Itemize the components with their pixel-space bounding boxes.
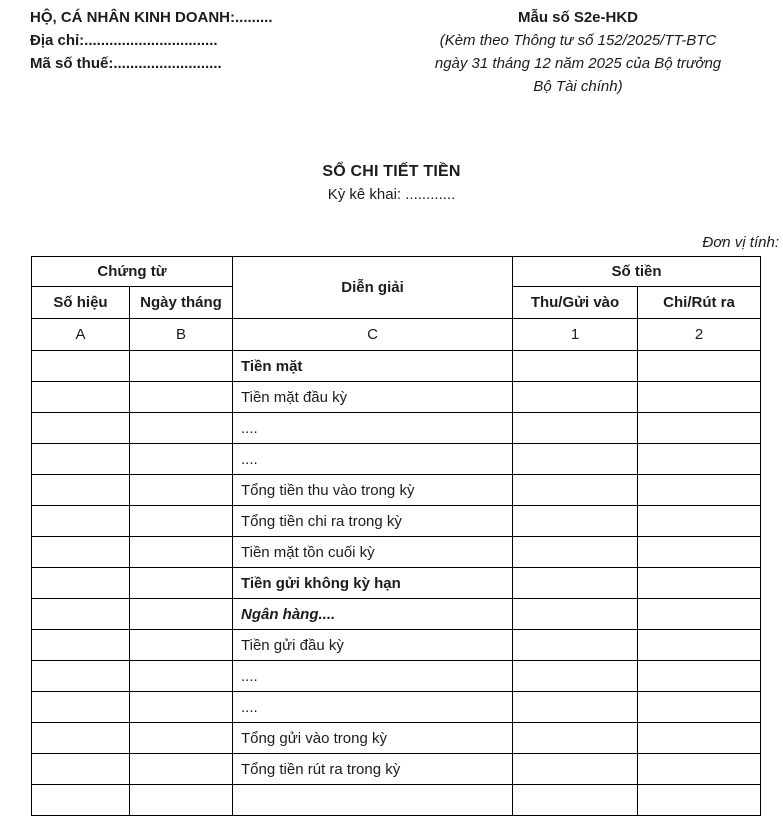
cell-dien-giai: Tiền gửi không kỳ hạn (233, 568, 513, 599)
cell-thu-gui-vao (513, 475, 638, 506)
tax-code-label: Mã số thuế:.......................... (30, 55, 222, 72)
cell-ngay-thang (130, 661, 233, 692)
cell-ngay-thang (130, 351, 233, 382)
table-row (32, 599, 761, 630)
cell-chi-rut-ra (638, 537, 761, 568)
cell-chi-rut-ra (638, 599, 761, 630)
table-row (32, 630, 761, 661)
cell-so-hieu (32, 351, 130, 382)
cell-dien-giai (233, 785, 513, 816)
cell-ngay-thang (130, 630, 233, 661)
cell-so-hieu (32, 692, 130, 723)
address-label: Địa chỉ:................................ (30, 32, 218, 49)
cell-thu-gui-vao (513, 785, 638, 816)
cell-chi-rut-ra (638, 630, 761, 661)
cell-so-hieu (32, 475, 130, 506)
cell-ngay-thang (130, 754, 233, 785)
cell-chi-rut-ra (638, 444, 761, 475)
column-number-1: 1 (513, 319, 638, 351)
form-note-line-1: (Kèm theo Thông tư số 152/2025/TT-BTC (439, 32, 717, 49)
cell-chi-rut-ra (638, 568, 761, 599)
cell-ngay-thang (130, 475, 233, 506)
table-row (32, 475, 761, 506)
cell-thu-gui-vao (513, 351, 638, 382)
header-so-tien: Số tiền (513, 257, 761, 287)
cell-ngay-thang (130, 506, 233, 537)
cell-dien-giai: Tiền gửi đầu kỳ (233, 630, 513, 661)
cell-thu-gui-vao (513, 661, 638, 692)
cell-ngay-thang (130, 537, 233, 568)
table-row (32, 506, 761, 537)
form-number: Mẫu số S2e-HKD (517, 9, 639, 26)
cell-chi-rut-ra (638, 475, 761, 506)
cell-chi-rut-ra (638, 692, 761, 723)
form-note-line-3: Bộ Tài chính) (533, 78, 623, 95)
cell-chi-rut-ra (638, 506, 761, 537)
cell-dien-giai: Tổng tiền thu vào trong kỳ (233, 475, 513, 506)
form-reference-block (375, 6, 783, 98)
cell-ngay-thang (130, 785, 233, 816)
header-chung-tu: Chứng từ (32, 257, 233, 287)
header-dien-giai: Diễn giải (233, 257, 513, 319)
cell-ngay-thang (130, 692, 233, 723)
cell-so-hieu (32, 568, 130, 599)
cell-thu-gui-vao (513, 723, 638, 754)
cell-so-hieu (32, 723, 130, 754)
header-so-hieu: Số hiệu (32, 287, 130, 319)
cell-chi-rut-ra (638, 754, 761, 785)
cell-thu-gui-vao (513, 568, 638, 599)
table-row (32, 537, 761, 568)
cell-dien-giai: .... (233, 661, 513, 692)
cell-dien-giai: Tổng tiền rút ra trong kỳ (233, 754, 513, 785)
cell-so-hieu (32, 754, 130, 785)
cell-dien-giai: .... (233, 444, 513, 475)
cell-dien-giai: .... (233, 413, 513, 444)
cell-thu-gui-vao (513, 444, 638, 475)
cell-so-hieu (32, 506, 130, 537)
column-letter-a: A (32, 319, 130, 351)
cell-dien-giai: Tiền mặt tồn cuối kỳ (233, 537, 513, 568)
cell-thu-gui-vao (513, 754, 638, 785)
cell-dien-giai: Tổng gửi vào trong kỳ (233, 723, 513, 754)
cell-so-hieu (32, 413, 130, 444)
column-letter-c: C (233, 319, 513, 351)
cell-so-hieu (32, 661, 130, 692)
cell-thu-gui-vao (513, 537, 638, 568)
table-row (32, 444, 761, 475)
cell-dien-giai: Ngân hàng.... (233, 599, 513, 630)
table-row (32, 351, 761, 382)
business-owner-label: HỘ, CÁ NHÂN KINH DOANH:......... (30, 9, 273, 26)
cell-ngay-thang (130, 444, 233, 475)
cash-detail-table (31, 256, 761, 816)
header-ngay-thang: Ngày tháng (130, 287, 233, 319)
cell-ngay-thang (130, 723, 233, 754)
form-header (0, 6, 783, 98)
table-row (32, 661, 761, 692)
cell-so-hieu (32, 630, 130, 661)
table-body (32, 351, 761, 816)
cell-thu-gui-vao (513, 599, 638, 630)
table-row (32, 413, 761, 444)
column-number-2: 2 (638, 319, 761, 351)
header-chi-rut-ra: Chi/Rút ra (638, 287, 761, 319)
cell-dien-giai: Tổng tiền chi ra trong kỳ (233, 506, 513, 537)
cell-dien-giai: Tiền mặt đầu kỳ (233, 382, 513, 413)
cell-thu-gui-vao (513, 506, 638, 537)
table-header (32, 257, 761, 351)
cell-thu-gui-vao (513, 382, 638, 413)
cell-so-hieu (32, 599, 130, 630)
cell-so-hieu (32, 785, 130, 816)
owner-info-block (0, 6, 273, 98)
cell-thu-gui-vao (513, 630, 638, 661)
column-letter-b: B (130, 319, 233, 351)
cell-ngay-thang (130, 413, 233, 444)
cell-ngay-thang (130, 568, 233, 599)
cell-so-hieu (32, 382, 130, 413)
cell-so-hieu (32, 537, 130, 568)
cell-chi-rut-ra (638, 785, 761, 816)
cell-chi-rut-ra (638, 413, 761, 444)
header-thu-gui-vao: Thu/Gửi vào (513, 287, 638, 319)
table-row (32, 785, 761, 816)
cell-chi-rut-ra (638, 351, 761, 382)
cell-thu-gui-vao (513, 413, 638, 444)
cell-chi-rut-ra (638, 661, 761, 692)
table-row (32, 754, 761, 785)
cell-chi-rut-ra (638, 382, 761, 413)
cell-so-hieu (32, 444, 130, 475)
table-row (32, 382, 761, 413)
unit-of-measure-label: Đơn vị tính: (702, 234, 779, 251)
table-row (32, 692, 761, 723)
form-note-line-2: ngày 31 tháng 12 năm 2025 của Bộ trưởng (434, 55, 722, 72)
table-row (32, 723, 761, 754)
table-row (32, 568, 761, 599)
cell-dien-giai: Tiền mặt (233, 351, 513, 382)
declaration-period-label: Kỳ kê khai: ............ (327, 186, 456, 203)
cell-dien-giai: .... (233, 692, 513, 723)
document-title: SỔ CHI TIẾT TIỀN (322, 163, 461, 180)
cell-thu-gui-vao (513, 692, 638, 723)
cell-chi-rut-ra (638, 723, 761, 754)
title-block (0, 160, 783, 206)
cell-ngay-thang (130, 599, 233, 630)
cell-ngay-thang (130, 382, 233, 413)
